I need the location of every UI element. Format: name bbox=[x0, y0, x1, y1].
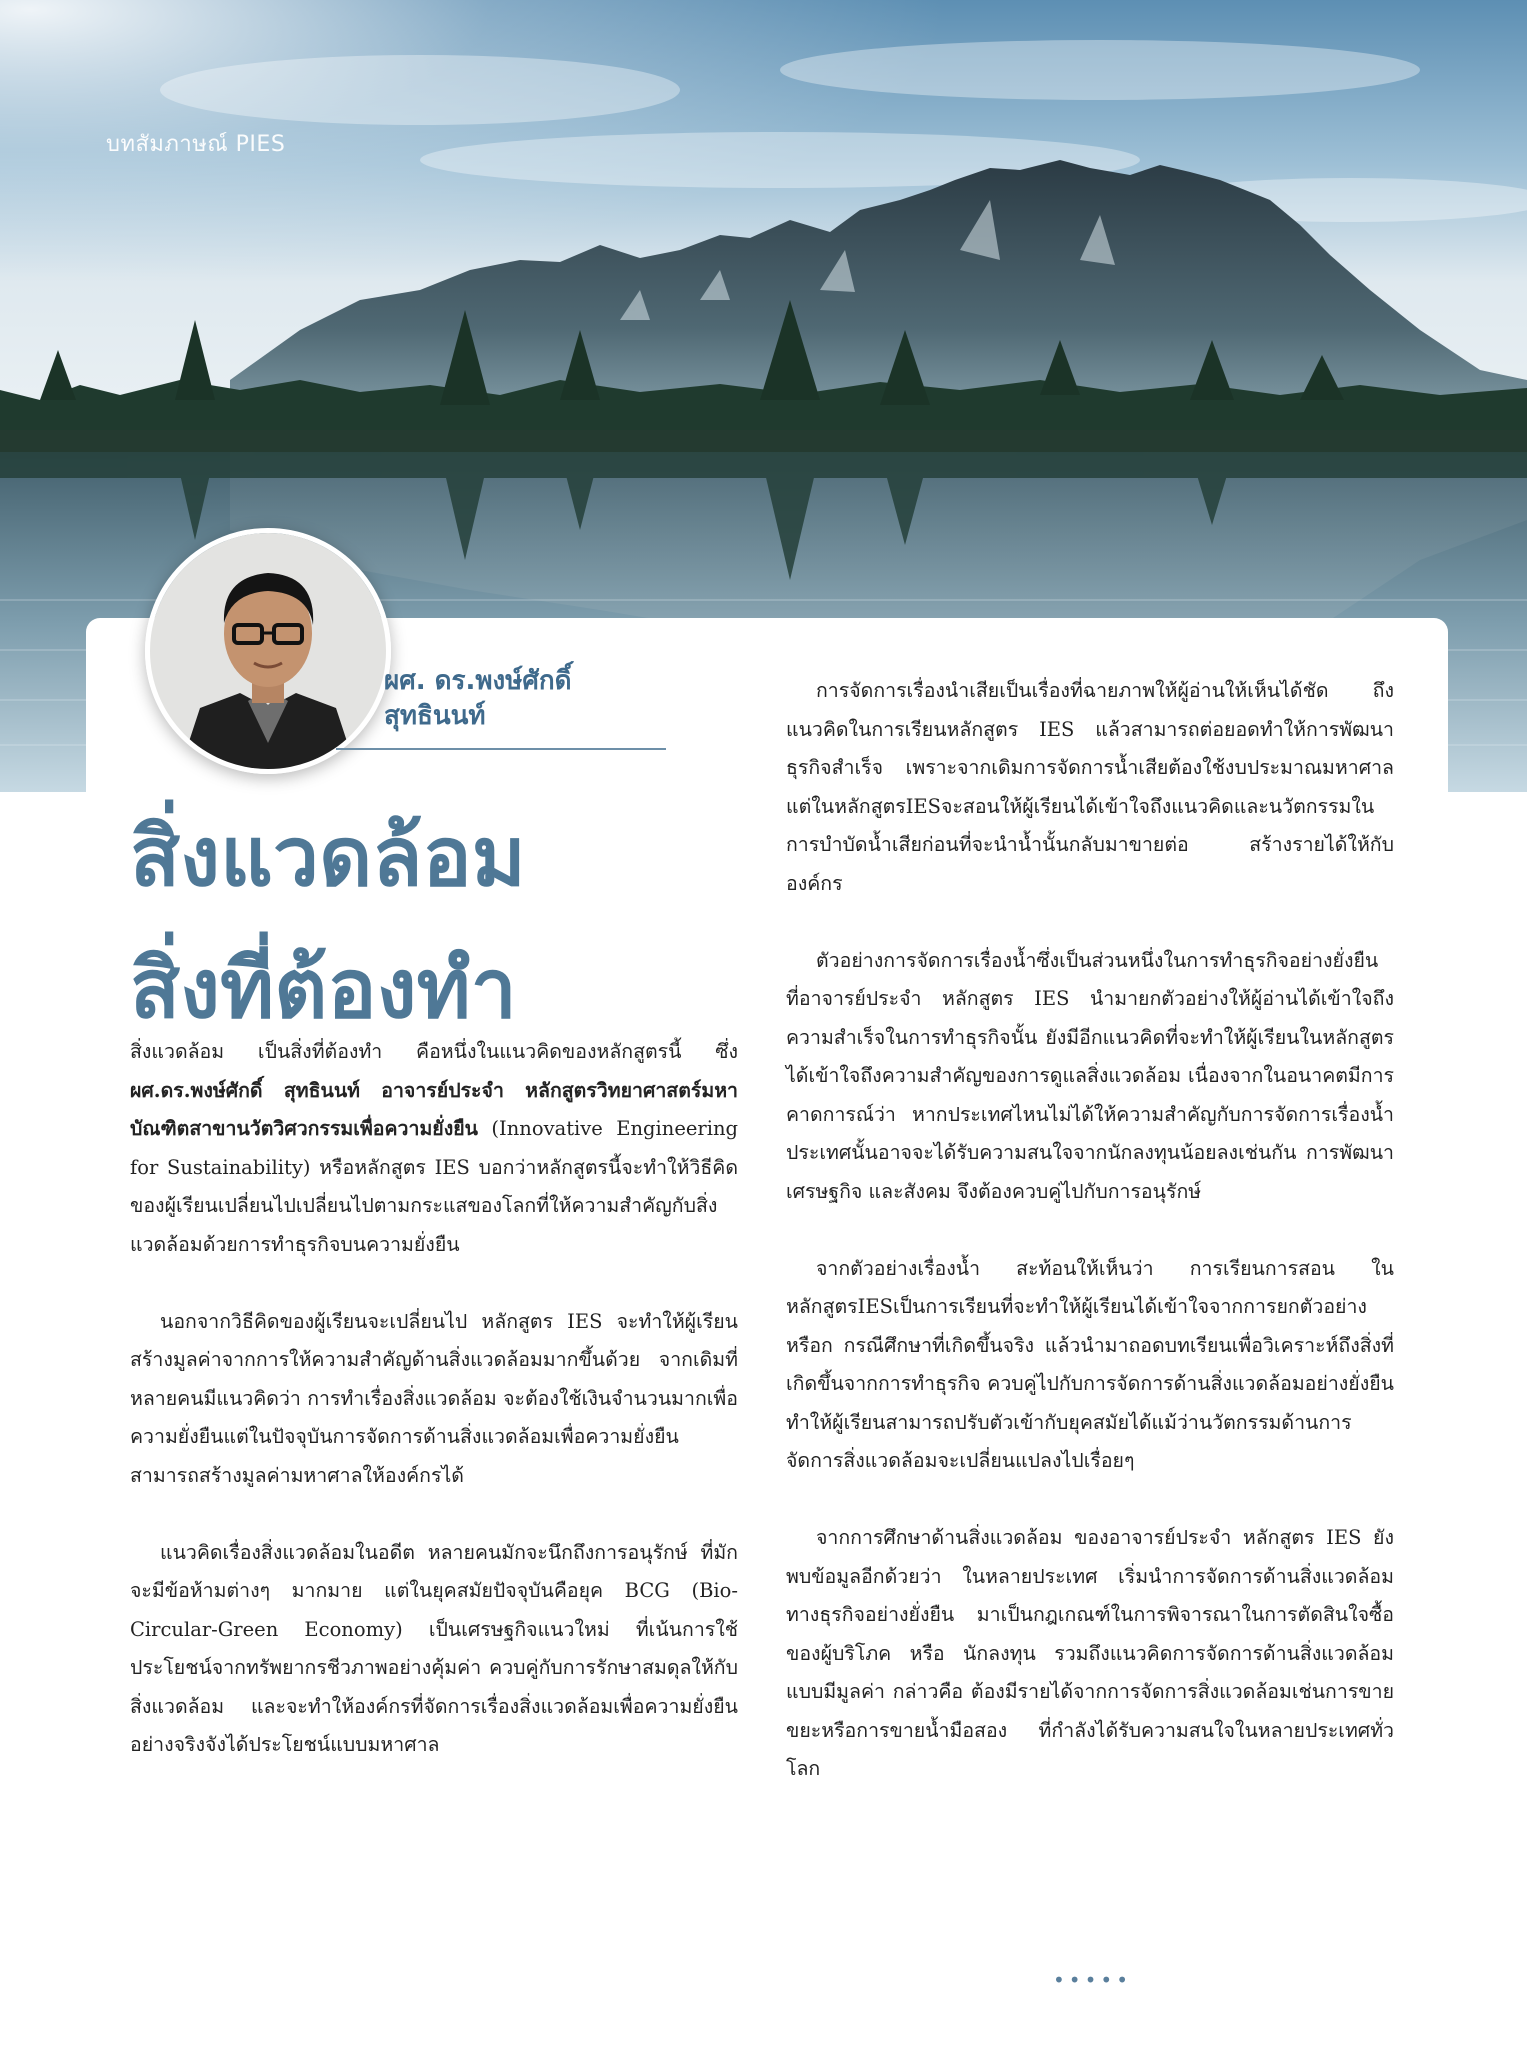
author-name bbox=[384, 664, 572, 734]
paragraph-bold-name: ผศ.ดร.พงษ์ศักดิ์ สุทธินนท์ อาจารย์ประจำ หลักสูตรวิทยาศาสตร์มหาบัณฑิตสาขานวัตวิศวกรรมเพื่อความยั่งยืน bbox=[130, 1078, 738, 1140]
headline-line1: สิ่งแวดล้อม bbox=[130, 810, 526, 905]
paragraph: จากตัวอย่างเรื่องน้ำ สะท้อนให้เห็นว่า การเรียนการสอน ในหลักสูตรIESเป็นการเรียนที่จะทำให้ผู้เรียนได้เข้าใจจากการยกตัวอย่าง หรือก กรณีศึกษาที่เกิดขึ้นจริง แล้วนำมาถอดบทเรียนเพื่อวิเคราะห์ถึงสิ่งที่เกิดขึ้นจากการทำธุรกิจ ควบคู่ไปกับการจัดการด้านสิ่งแวดล้อมอย่างยั่งยืนทำให้ผู้เรียนสามารถปรับตัวเข้ากับยุคสมัยได้แม้ว่านวัตกรรมด้านการจัดการสิ่งแวดล้อมจะเปลี่ยนแปลงไปเรื่อยๆ bbox=[786, 1256, 1394, 1472]
paragraph-intro: สิ่งแวดล้อม เป็นสิ่งที่ต้องทำ คือหนึ่งในแนวคิดของหลักสูตรนี้ ซึ่ง bbox=[130, 1040, 738, 1063]
headline-line2: สิ่งที่ต้องทำ bbox=[130, 942, 517, 1037]
author-name-line2: สุทธินนท์ bbox=[384, 701, 486, 731]
author-portrait bbox=[145, 528, 391, 774]
paragraph-rest: (Innovative Engineering for Sustainability) หรือหลักสูตร IES บอกว่าหลักสูตรนี้จะทำให้วิธีคิดของผู้เรียนเปลี่ยนไปเปลี่ยนไปตามกระแสของโลกที่ให้ความสำคัญกับสิ่งแวดล้อมด้วยการทำธุรกิจบนความยั่งยืน bbox=[130, 1117, 738, 1256]
author-name-line1: ผศ. ดร.พงษ์ศักดิ์ bbox=[384, 666, 572, 696]
paragraph: จากการศึกษาด้านสิ่งแวดล้อม ของอาจารย์ประจำ หลักสูตร IES ยังพบข้อมูลอีกด้วยว่า ในหลายประเทศ เริ่มนำการจัดการด้านสิ่งแวดล้อมทางธุรกิจอย่างยั่งยืน มาเป็นกฎเกณฑ์ในการพิจารณาในการตัดสินใจซื้อของผู้บริโภค หรือ นักลงทุน รวมถึงแนวคิดการจัดการด้านสิ่งแวดล้อมแบบมีมูลค่า กล่าวคือ ต้องมีรายได้จากการจัดการสิ่งแวดล้อมเช่นการขายขยะหรือการขายน้ำมือสอง ที่กำลังได้รับความสนใจในหลายประเทศทั่วโลก bbox=[786, 1526, 1394, 1780]
continuation-dots: ••••• bbox=[1053, 1968, 1132, 1992]
paragraph: แนวคิดเรื่องสิ่งแวดล้อมในอดีต หลายคนมักจะนึกถึงการอนุรักษ์ ที่มักจะมีข้อห้ามต่างๆ มากมาย แต่ในยุคสมัยปัจจุบันคือยุค BCG (Bio-Circular-Green Economy) เป็นเศรษฐกิจแนวใหม่ ที่เน้นการใช้ประโยชน์จากทรัพยากรชีวภาพอย่างคุ้มค่า ควบคู่กับการรักษาสมดุลให้กับสิ่งแวดล้อม และจะทำให้องค์กรที่จัดการเรื่องสิ่งแวดล้อมเพื่อความยั่งยืนอย่างจริงจังได้ประโยชน์แบบมหาศาล bbox=[130, 1540, 738, 1756]
paragraph: นอกจากวิธีคิดของผู้เรียนจะเปลี่ยนไป หลักสูตร IES จะทำให้ผู้เรียนสร้างมูลค่าจากการให้ความสำคัญด้านสิ่งแวดล้อมมากขึ้นด้วย จากเดิมที่หลายคนมีแนวคิดว่า การทำเรื่องสิ่งแวดล้อม จะต้องใช้เงินจำนวนมากเพื่อความยั่งยืนแต่ในปัจจุบันการจัดการด้านสิ่งแวดล้อมเพื่อความยั่งยืนสามารถสร้างมูลค่ามหาศาลให้องค์กรได้ bbox=[130, 1309, 738, 1487]
byline-divider bbox=[336, 748, 666, 750]
right-text-column bbox=[786, 672, 1394, 1827]
paragraph: การจัดการเรื่องนำเสียเป็นเรื่องที่ฉายภาพให้ผู้อ่านให้เห็นได้ชัด ถึงแนวคิดในการเรียนหลักสูตร IES แล้วสามารถต่อยอดทำให้การพัฒนาธุรกิจสำเร็จ เพราะจากเดิมการจัดการน้ำเสียต้องใช้งบประมาณมหาศาลแต่ในหลักสูตรIESจะสอนให้ผู้เรียนได้เข้าใจถึงแนวคิดและนวัตกรรมในการบำบัดน้ำเสียก่อนที่จะนำน้ำนั้นกลับมาขายต่อ สร้างรายได้ให้กับองค์กร bbox=[786, 679, 1394, 895]
paragraph bbox=[130, 1033, 738, 1264]
left-text-column bbox=[130, 1033, 738, 1803]
section-label: บทสัมภาษณ์ PIES bbox=[106, 132, 286, 157]
paragraph: ตัวอย่างการจัดการเรื่องน้ำซึ่งเป็นส่วนหนึ่งในการทำธุรกิจอย่างยั่งยืน ที่อาจารย์ประจำ หลักสูตร IES นำมายกตัวอย่างให้ผู้อ่านได้เข้าใจถึงความสำเร็จในการทำธุรกิจนั้น ยังมีอีกแนวคิดที่จะทำให้ผู้เรียนในหลักสูตรได้เข้าใจถึงความสำคัญของการดูแลสิ่งแวดล้อม เนื่องจากในอนาคตมีการคาดการณ์ว่า หากประเทศไหนไม่ได้ให้ความสำคัญกับการจัดการเรื่องน้ำประเทศนั้นอาจจะได้รับความสนใจจากนักลงทุนน้อยลงเช่นกัน การพัฒนาเศรษฐกิจ และสังคม จึงต้องควบคู่ไปกับการอนุรักษ์ bbox=[786, 948, 1394, 1203]
